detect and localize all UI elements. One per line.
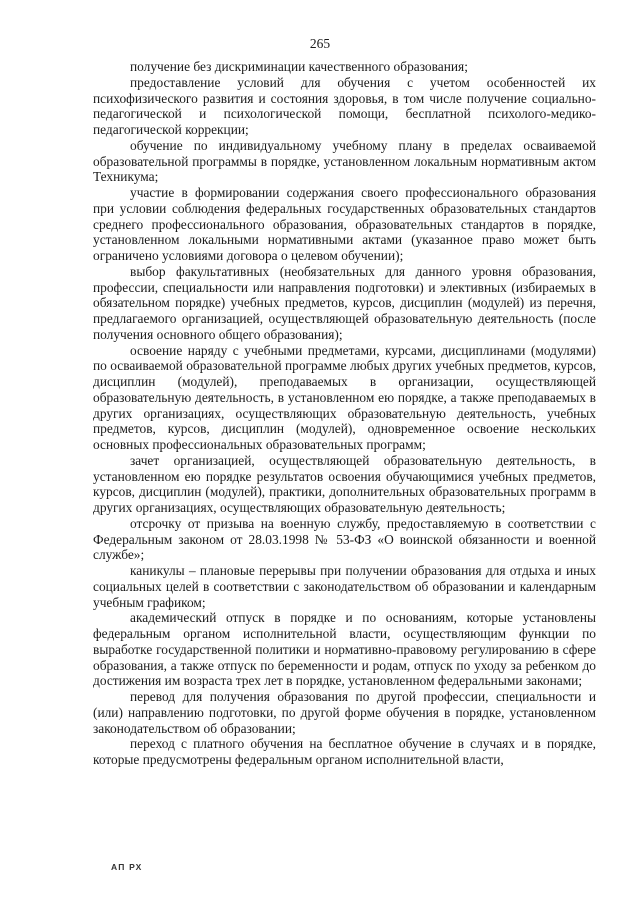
paragraph: отсрочку от призыва на военную службу, предоставляемую в соответствии с Федеральным законом от 28.03.1998 № 53-ФЗ «О воинской обязанности и военной службе»; [93,515,596,563]
paragraph: зачет организацией, осуществляющей образовательную деятельность, в установленном ею порядке результатов освоения обучающимися учебных предметов, курсов, дисциплин (модулей), практики, дополнительных образовательных программ в других организациях, осуществляющих образовательную деятельность; [93,452,596,515]
paragraph: участие в формировании содержания своего профессионального образования при условии соблюдения федеральных государственных образовательных стандартов среднего профессионального образования, образовательных стандартов в порядке, установленном локальными нормативными актами (указанное право может быть ограничено условиями договора о целевом обучении); [93,185,596,263]
paragraph: обучение по индивидуальному учебному плану в пределах осваиваемой образовательной программы в порядке, установленном локальным нормативным актом Техникума; [93,137,596,185]
body-text [93,59,596,768]
paragraph: перевод для получения образования по другой профессии, специальности и (или) направлению подготовки, по другой форме обучения в порядке, установленном законодательством об образовании; [93,689,596,736]
paragraph: переход с платного обучения на бесплатное обучение в случаях и в порядке, которые предусмотрены федеральным органом исполнительной власти, [93,736,596,767]
page-number: 265 [309,36,331,51]
paragraph: получение без дискриминации качественного образования; [130,59,468,74]
footer-stamp: АП РХ [111,862,143,872]
paragraph: академический отпуск в порядке и по основаниям, которые установлены федеральным органом исполнительной власти, осуществляющим функции по выработке государственной политики и нормативно-правовому регулированию в сфере образования, а также отпуск по беременности и родам, отпуск по уходу за ребенком до достижения им возраста трех лет в порядке, установленном федеральными законами; [93,610,596,689]
paragraph: освоение наряду с учебными предметами, курсами, дисциплинами (модулями) по осваиваемой образовательной программе любых других учебных предметов, курсов, дисциплин (модулей), преподаваемых в организации, осуществляющей образовательную деятельность, в установленном ею порядке, а также преподаваемых в других организациях, осуществляющих образовательную деятельность, учебных предметов, курсов, дисциплин (модулей), одновременное освоение нескольких основных профессиональных образовательных программ; [93,342,596,452]
paragraph: каникулы – плановые перерывы при получении образования для отдыха и иных социальных целей в соответствии с законодательством об образовании и календарным учебным графиком; [93,563,596,610]
paragraph: предоставление условий для обучения с учетом особенностей их психофизического развития и состояния здоровья, в том числе получение социально-педагогической и психологической помощи, бесплатной психолого-медико-педагогической коррекции; [93,74,596,137]
paragraph: выбор факультативных (необязательных для данного уровня образования, профессии, специальности или направления подготовки) и элективных (избираемых в обязательном порядке) учебных предметов, курсов, дисциплин (модулей) из перечня, предлагаемого организацией, осуществляющей образовательную деятельность (после получения основного общего образования); [93,263,596,342]
